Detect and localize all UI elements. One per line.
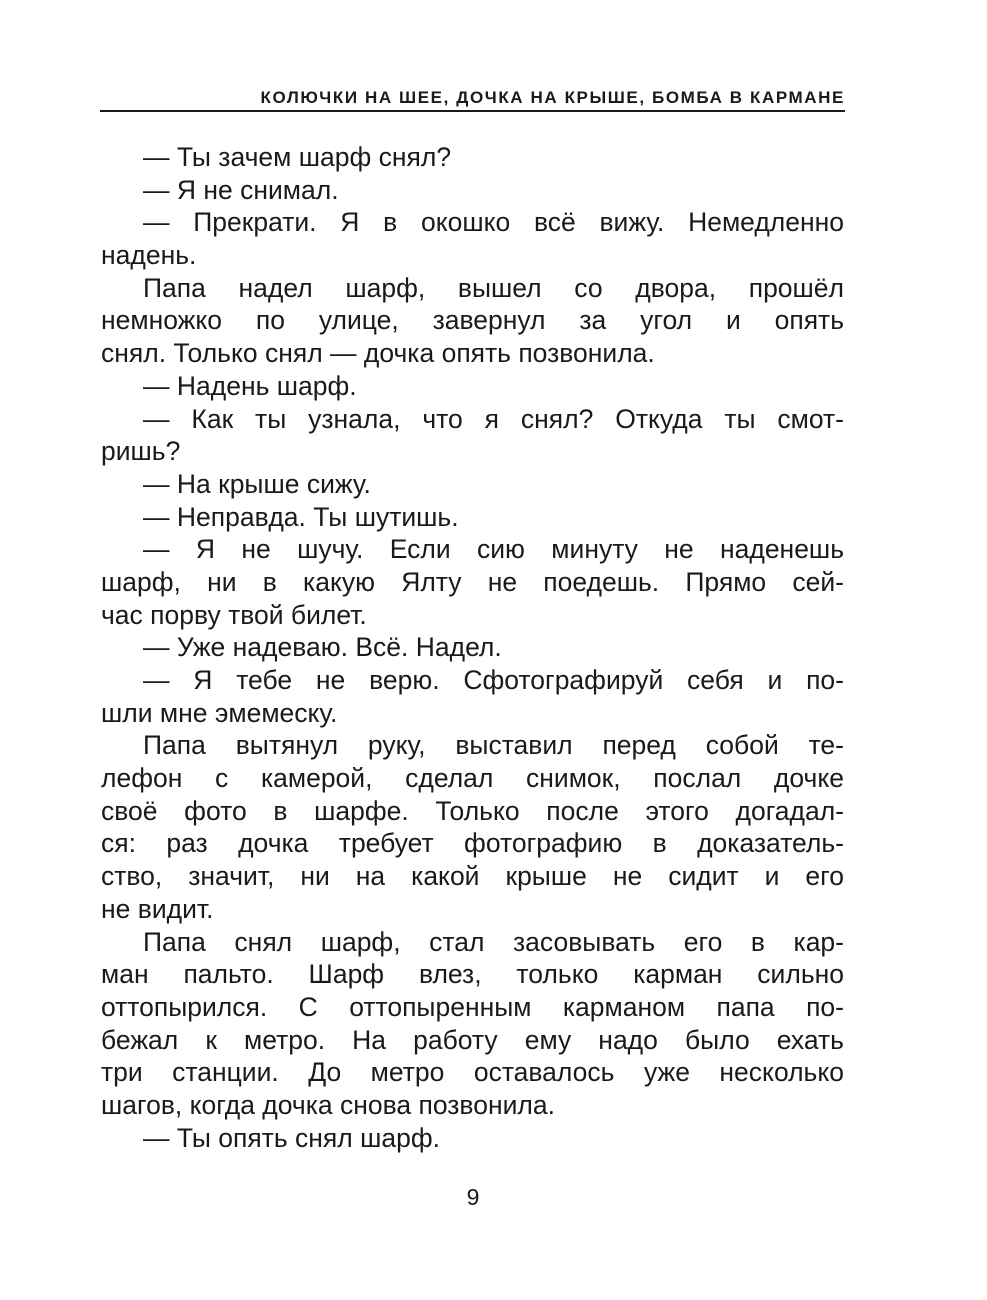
text-line: надень. bbox=[101, 240, 197, 271]
text-line: немножко по улице, завернул за угол и опять bbox=[101, 305, 844, 336]
text-line: шарф, ни в какую Ялту не поедешь. Прямо сей- bbox=[101, 566, 844, 597]
text-line: ришь? bbox=[101, 436, 181, 467]
page-number: 9 bbox=[466, 1184, 480, 1210]
text-line: — Я тебе не верю. Сфотографируй себя и по- bbox=[143, 665, 844, 695]
text-line: Папа снял шарф, стал засовывать его в кар- bbox=[143, 926, 844, 957]
header-rule bbox=[100, 110, 845, 112]
text-line: шли мне эмемеску. bbox=[101, 697, 338, 728]
text-line: — Прекрати. Я в окошко всё вижу. Немедленно bbox=[143, 207, 844, 238]
text-line: бежал к метро. На работу ему надо было ехать bbox=[101, 1024, 844, 1055]
text-line: час порву твой билет. bbox=[101, 599, 367, 630]
text-line: — На крыше сижу. bbox=[143, 468, 371, 499]
text-line: ман пальто. Шарф влез, только карман сильно bbox=[101, 959, 844, 990]
text-line: ся: раз дочка требует фотографию в доказатель- bbox=[101, 828, 844, 859]
body-text bbox=[101, 141, 844, 1154]
text-line: — Надень шарф. bbox=[143, 370, 357, 401]
text-line: три станции. До метро оставалось уже несколько bbox=[101, 1057, 844, 1088]
text-line: шагов, когда дочка снова позвонила. bbox=[101, 1089, 555, 1120]
text-line: — Как ты узнала, что я снял? Откуда ты смот- bbox=[143, 403, 844, 434]
text-line: ство, значит, ни на какой крыше не сидит и его bbox=[101, 861, 844, 892]
text-line: своё фото в шарфе. Только после этого догадал- bbox=[101, 795, 844, 826]
running-head: КОЛЮЧКИ НА ШЕЕ, ДОЧКА НА КРЫШЕ, БОМБА В КАРМАНЕ bbox=[260, 88, 845, 107]
text-line: — Ты зачем шарф снял? bbox=[143, 142, 452, 172]
text-line: — Я не снимал. bbox=[143, 174, 339, 205]
text-line: — Ты опять снял шарф. bbox=[143, 1122, 440, 1153]
text-line: снял. Только снял — дочка опять позвонила. bbox=[101, 338, 655, 369]
text-line: не видит. bbox=[101, 893, 214, 924]
text-line: Папа вытянул руку, выставил перед собой те- bbox=[143, 730, 844, 761]
text-line: оттопырился. С оттопыренным карманом папа по- bbox=[101, 991, 844, 1022]
text-line: лефон с камерой, сделал снимок, послал дочке bbox=[101, 763, 844, 794]
text-line: — Я не шучу. Если сию минуту не наденешь bbox=[143, 534, 844, 565]
text-line: — Уже надеваю. Всё. Надел. bbox=[143, 632, 502, 663]
text-line: — Неправда. Ты шутишь. bbox=[143, 501, 459, 532]
text-line: Папа надел шарф, вышел со двора, прошёл bbox=[143, 272, 844, 303]
